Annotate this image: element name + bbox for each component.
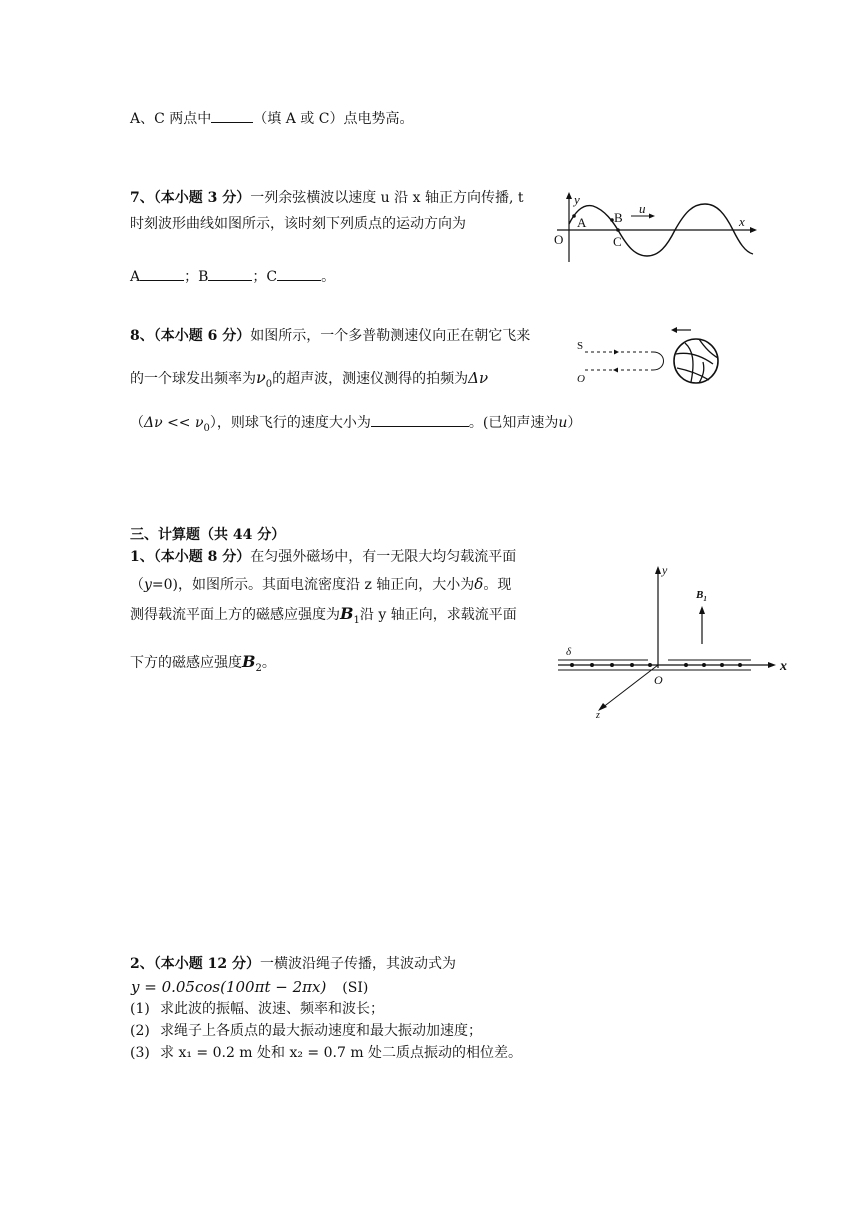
q8-line1 <box>130 326 530 346</box>
c1-b2: B <box>242 652 256 671</box>
c1-fig-label-y: y <box>662 563 668 577</box>
c1-line2 <box>130 574 511 595</box>
c1-text3-post: 沿 y 轴正向，求载流平面 <box>359 607 517 623</box>
q8-label-o: O <box>577 373 585 385</box>
q8-close: ） <box>567 415 582 431</box>
c2-text1: 一横波沿绳子传播，其波动式为 <box>259 956 456 972</box>
c1-fig-label-b1: $B_1$ <box>696 589 707 603</box>
c1-x-arrow <box>768 662 776 668</box>
c1-line3 <box>130 604 517 631</box>
q8-text2-post: 的超声波，测速仪测得的拍频为 <box>272 371 469 387</box>
c1-b1-arrowhead <box>699 606 705 614</box>
q7-line2: 时刻波形曲线如图所示，该时刻下列质点的运动方向为 <box>130 216 466 232</box>
q8-cond-nu-sub: 0 <box>203 422 210 434</box>
c2-si: (SI) <box>342 980 369 996</box>
c1-delta: δ <box>474 575 484 593</box>
c2-item-3-num: (3) <box>130 1045 150 1061</box>
c2-equation-line <box>131 977 368 998</box>
c2-line1 <box>130 954 456 974</box>
q7-answer-line <box>130 266 335 287</box>
c1-text2-end: 。现 <box>483 577 512 593</box>
q7-blank-c[interactable] <box>277 266 321 281</box>
c1-fig-label-x: x <box>780 659 787 674</box>
q7-label-x: x <box>739 214 745 229</box>
q8-back-arrow <box>613 368 618 373</box>
q8-cond-dnu: Δν <box>144 415 163 431</box>
c2-item-3 <box>130 1043 522 1063</box>
q8-ball-dir-arrow <box>671 327 677 333</box>
q8-nu-sub: 0 <box>265 378 273 390</box>
q7-label-o: O <box>554 232 564 247</box>
q8-text1: 如图所示，一个多普勒测速仪向正在朝它飞来 <box>250 328 531 344</box>
c2-item-1-text: 求此波的振幅、波速、频率和波长； <box>160 1001 384 1017</box>
q6-tail-part1: A、C 两点中 <box>130 111 212 127</box>
q8-line3 <box>130 412 581 439</box>
c1-y-arrow <box>655 566 661 574</box>
q8-return-loop <box>653 352 664 370</box>
q6-answer-blank[interactable] <box>211 108 253 123</box>
c1-text2-post: =0)，如图所示。其面电流密度沿 z 轴正向，大小为 <box>151 577 475 593</box>
q7-x-arrow <box>750 227 757 233</box>
q7-label-b: ；B <box>184 269 209 285</box>
c1-line4 <box>130 652 276 679</box>
q8-nu: ν <box>256 368 266 387</box>
q6-tail-part2: （填 A 或 C）点电势高。 <box>253 111 414 127</box>
q8-u: u <box>558 415 568 431</box>
q7-point-a <box>572 214 576 218</box>
q7-label-b-fig: B <box>614 210 623 225</box>
q8-text2-pre: 的一个球发出频率为 <box>130 371 256 387</box>
c2-equation: y = 0.05cos(100πt − 2πx) <box>131 978 327 996</box>
section3-title: 三、计算题（共 44 分） <box>130 527 286 543</box>
q7-label-a-fig: A <box>577 215 587 230</box>
q7-blank-b[interactable] <box>208 266 252 281</box>
c2-item-2 <box>130 1021 482 1041</box>
q8-text3-end: 。(已知声速为 <box>468 415 559 431</box>
q7-blank-a[interactable] <box>140 266 184 281</box>
c2-item-3-text: 求 x₁ = 0.2 m 处和 x₂ = 0.7 m 处二质点振动的相位差。 <box>160 1045 523 1061</box>
volleyball-icon <box>674 339 718 383</box>
c1-fig-label-o: O <box>654 673 663 687</box>
c1-text2-y: y <box>144 577 152 593</box>
c2-item-1-num: (1) <box>130 1001 150 1017</box>
c2-heading: 2、（本小题 12 分） <box>130 956 260 972</box>
c1-text2-pre: （ <box>130 577 144 593</box>
c1-text4-pre: 下方的磁感应强度 <box>130 655 242 671</box>
q6-tail-line <box>130 108 413 129</box>
c1-b1-sub: 1 <box>353 614 360 626</box>
q7-label-a: A <box>130 269 141 285</box>
q7-y-arrow <box>566 192 572 199</box>
q8-open: （ <box>130 415 144 431</box>
q7-u-arrow-head <box>649 214 655 219</box>
q8-heading: 8、（本小题 6 分） <box>130 328 251 344</box>
q8-text3-post: ），则球飞行的速度大小为 <box>209 415 371 431</box>
c1-b1: B <box>340 604 354 623</box>
c1-line1 <box>130 547 516 567</box>
q7-label-c-fig: C <box>613 234 622 249</box>
c1-fig-label-z: z <box>596 710 600 721</box>
c1-z-axis <box>602 665 658 708</box>
c1-heading: 1、（本小题 8 分） <box>130 549 251 565</box>
q8-doppler-figure <box>575 322 735 392</box>
c2-item-1 <box>130 999 384 1019</box>
c1-text4-end: 。 <box>261 655 276 671</box>
q8-cond-nu: ν <box>195 415 204 431</box>
q8-out-arrow <box>614 350 619 355</box>
q7-point-c <box>616 228 620 232</box>
q8-cond-ll: << <box>162 415 195 431</box>
c2-item-2-text: 求绳子上各质点的最大振动速度和最大振动加速度； <box>160 1023 482 1039</box>
q8-label-s: S <box>577 340 584 352</box>
c1-text1: 在匀强外磁场中，有一无限大均匀载流平面 <box>250 549 517 565</box>
c2-item-2-num: (2) <box>130 1023 150 1039</box>
c1-b2-sub: 2 <box>255 662 262 674</box>
q7-end: 。 <box>321 269 336 285</box>
q7-label-c: ；C <box>252 269 278 285</box>
c1-fig-label-delta: δ <box>566 646 572 658</box>
c1-plane-figure <box>556 560 796 720</box>
q8-line2 <box>130 368 488 395</box>
q8-delta-nu: Δν <box>468 369 489 387</box>
q7-text1: 一列余弦横波以速度 u 沿 x 轴正方向传播, t <box>250 190 524 206</box>
q7-heading: 7、（本小题 3 分） <box>130 190 251 206</box>
q7-label-u: u <box>639 201 646 216</box>
q7-wave-figure <box>555 190 785 270</box>
q7-label-y: y <box>574 192 580 207</box>
q7-line1 <box>130 188 523 208</box>
q8-answer-blank[interactable] <box>371 412 469 427</box>
c1-text3-pre: 测得载流平面上方的磁感应强度为 <box>130 607 340 623</box>
